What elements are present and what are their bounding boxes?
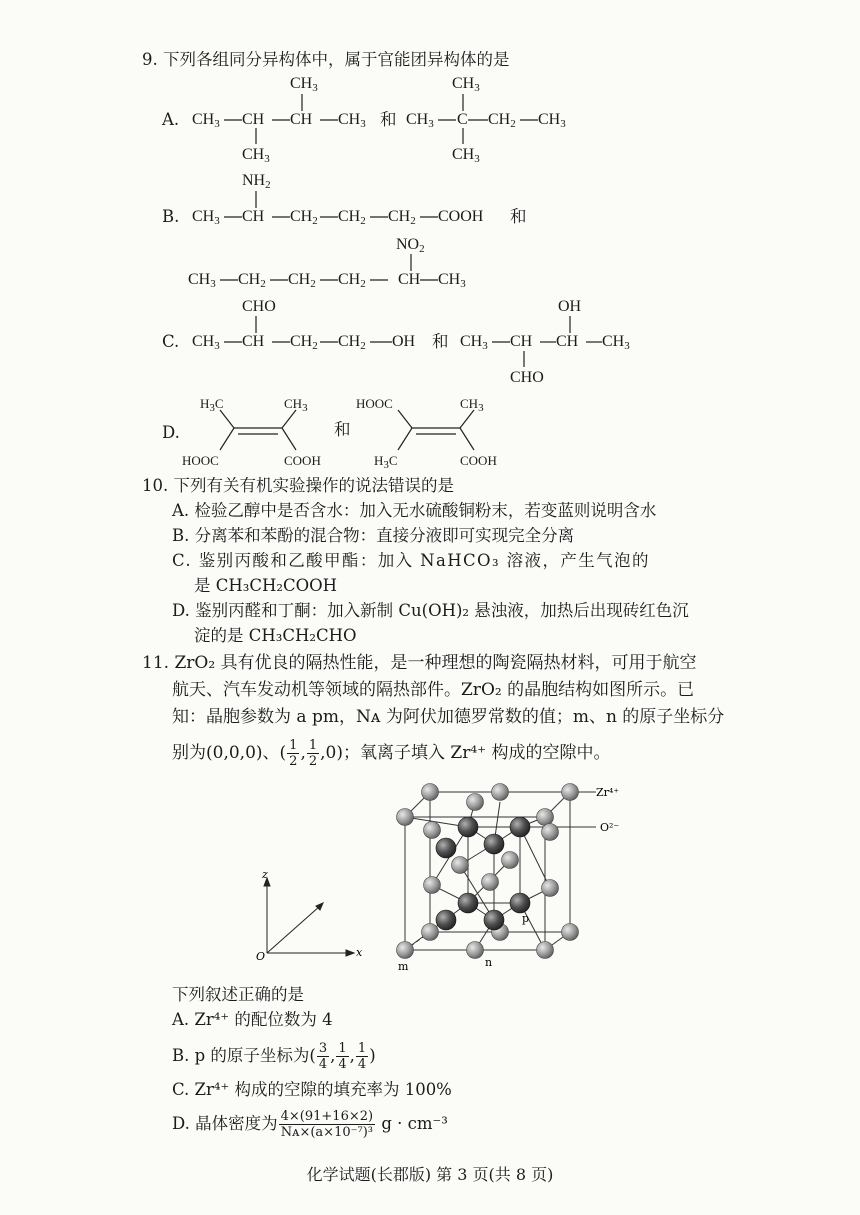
- q10-option-d[interactable]: D. 鉴别丙醛和丁酮：加入新制 Cu(OH)₂ 悬浊液，加热后出现砖红色沉: [172, 601, 689, 620]
- o-label: O²⁻: [600, 821, 620, 834]
- p-label: p: [522, 912, 530, 925]
- axis-origin-label: O: [256, 950, 266, 963]
- q10-option-b[interactable]: B. 分离苯和苯酚的混合物：直接分液即可实现完全分离: [172, 526, 575, 545]
- q11-option-a[interactable]: A. Zr⁴⁺ 的配位数为 4: [172, 1010, 333, 1029]
- zr-label: Zr⁴⁺: [596, 786, 620, 799]
- axis-z-label: z: [262, 868, 268, 881]
- q10-option-c-cont: 是 CH₃CH₂COOH: [194, 576, 338, 595]
- q9-c-label: C.: [162, 332, 180, 351]
- q9-d-label: D.: [162, 423, 180, 442]
- q9-stem: 9. 下列各组同分异构体中，属于官能团异构体的是: [142, 50, 510, 69]
- q11-line-1: 11. ZrO₂ 具有优良的隔热性能，是一种理想的陶瓷隔热材料，可用于航空: [142, 653, 697, 673]
- q9-a-and: 和: [380, 110, 397, 129]
- q9-b-label: B.: [162, 207, 180, 226]
- q11-line-3: 知：晶胞参数为 a pm，Nᴀ 为阿伏加德罗常数的值；m、n 的原子坐标分: [172, 707, 725, 727]
- q9-a-label: A.: [162, 110, 180, 129]
- q11-option-d[interactable]: D. 晶体密度为 $\frac{4\times(91+16\times 2)}{\text{Nᴀ×(a×10⁻⁷)³}}$ g · cm⁻³: [172, 1109, 448, 1140]
- q10-option-d-cont: 淀的是 CH₃CH₂CHO: [194, 626, 357, 645]
- q10-option-a[interactable]: A. 检验乙醇中是否含水：加入无水硫酸铜粉末，若变蓝则说明含水: [172, 501, 657, 520]
- q9-d-and: 和: [334, 420, 351, 439]
- page-footer: 化学试题(长郡版) 第 3 页(共 8 页): [306, 1165, 554, 1184]
- m-label: m: [398, 960, 409, 973]
- q10-option-c[interactable]: C. 鉴别丙酸和乙酸甲酯：加入 NaHCO₃ 溶液，产生气泡的: [172, 551, 650, 570]
- q9-b-and: 和: [510, 207, 527, 226]
- axis-x-label: x: [356, 946, 363, 959]
- q11-option-b[interactable]: B. p 的原子坐标为( $\frac{3}{4}$ , $\frac{1}{4}$ , $\frac{1}{4}$ ): [172, 1041, 376, 1072]
- axes: [264, 878, 354, 956]
- q11-ask: 下列叙述正确的是: [172, 985, 304, 1004]
- q10-stem: 10. 下列有关有机实验操作的说法错误的是: [142, 476, 454, 495]
- q11-line-2: 航天、汽车发动机等领域的隔热部件。ZrO₂ 的晶胞结构如图所示。已: [172, 680, 695, 700]
- n-label: n: [485, 956, 493, 969]
- crystal-structure-figure: [250, 770, 640, 980]
- q11-line-4: 别为(0,0,0)、( $\frac{1}{2}$ , $\frac{1}{2}$ ,0)；氧离子填入 Zr⁴⁺ 构成的空隙中。: [172, 738, 611, 769]
- q11-option-c[interactable]: C. Zr⁴⁺ 构成的空隙的填充率为 100%: [172, 1080, 452, 1099]
- q9-c-and: 和: [432, 332, 449, 351]
